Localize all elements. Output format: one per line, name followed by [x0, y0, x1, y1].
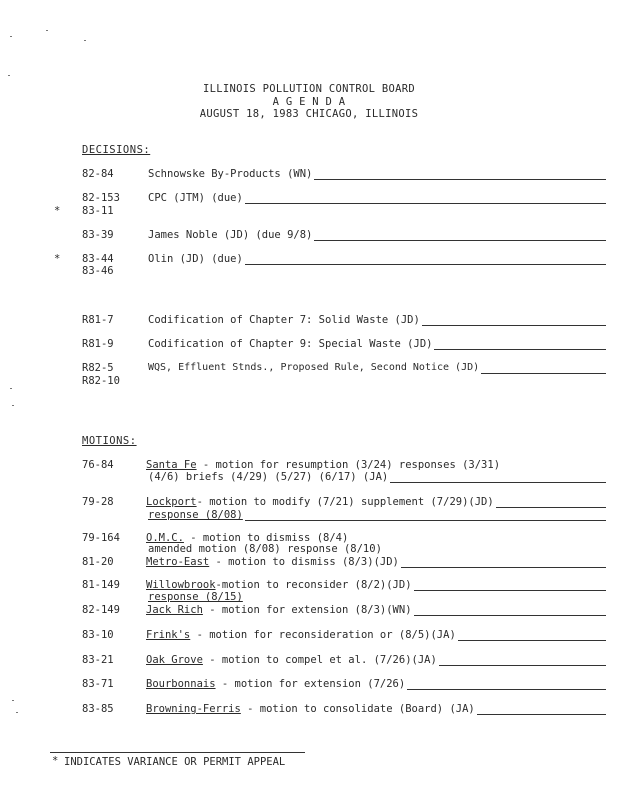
docket-number: 76-84	[82, 459, 114, 471]
docket-number: 81-20	[82, 556, 114, 568]
motion-text-continued: amended motion (8/08) response (8/10)	[148, 543, 382, 555]
motion-text: - motion for extension (7/26)	[215, 678, 406, 690]
signature-line	[314, 169, 606, 180]
asterisk-marker: *	[54, 205, 61, 217]
signature-line	[314, 230, 606, 241]
motion-text-continued: (4/6) briefs (4/29) (5/27) (6/17) (JA)	[148, 471, 389, 483]
motion-line	[146, 556, 606, 568]
signature-line	[458, 630, 606, 641]
decision-entry	[148, 229, 606, 241]
decision-text: Codification of Chapter 7: Solid Waste (JD)	[148, 314, 420, 326]
scan-speck	[84, 40, 86, 41]
decisions-heading: DECISIONS:	[82, 144, 151, 156]
scan-speck	[16, 712, 18, 713]
docket-number: 82-153	[82, 192, 120, 204]
scan-speck	[10, 388, 12, 389]
signature-line	[496, 497, 606, 508]
party-name: O.M.C.	[146, 532, 184, 544]
decision-entry	[148, 314, 606, 326]
docket-number-secondary: 83-11	[82, 205, 114, 217]
board-title: ILLINOIS POLLUTION CONTROL BOARD	[203, 83, 415, 95]
docket-number: R81-9	[82, 338, 114, 350]
motion-line	[146, 604, 606, 616]
docket-number: R82-5	[82, 362, 114, 374]
signature-line	[414, 605, 606, 616]
motion-line	[146, 579, 606, 591]
docket-number-secondary: 83-46	[82, 265, 114, 277]
decision-entry	[148, 338, 606, 350]
motion-text: - motion for extension (8/3)(WN)	[202, 604, 412, 616]
signature-line	[245, 254, 606, 265]
decision-text: CPC (JTM) (due)	[148, 192, 243, 204]
signature-line	[477, 704, 606, 715]
docket-number: 79-164	[82, 532, 120, 544]
decision-entry	[148, 362, 606, 374]
motion-text: - motion to compel et al. (7/26)(JA)	[202, 654, 437, 666]
scan-speck	[12, 700, 14, 701]
meeting-date-location: AUGUST 18, 1983 CHICAGO, ILLINOIS	[199, 108, 419, 120]
motion-text: - motion to modify (7/21) supplement (7/29)(JD)	[196, 496, 494, 508]
docket-number: R81-7	[82, 314, 114, 326]
signature-line	[414, 580, 606, 591]
party-name: Metro-East	[146, 556, 210, 568]
decision-entry	[148, 253, 606, 265]
signature-line	[407, 679, 606, 690]
motion-line	[146, 703, 606, 715]
party-name: Bourbonnais	[146, 678, 216, 690]
signature-line	[439, 655, 606, 666]
motion-continuation	[148, 471, 606, 483]
docket-number: 83-44	[82, 253, 114, 265]
docket-number: 83-10	[82, 629, 114, 641]
docket-number: 82-149	[82, 604, 120, 616]
motion-text-continued: response (8/15)	[148, 591, 243, 603]
motion-continuation	[148, 543, 382, 555]
motion-text: - motion to dismiss (8/3)(JD)	[209, 556, 399, 568]
motion-line	[146, 496, 606, 508]
motion-text: - motion for reconsideration or (8/5)(JA)	[190, 629, 456, 641]
party-name: Willowbrook	[146, 579, 216, 591]
scan-speck	[46, 30, 48, 31]
docket-number-secondary: R82-10	[82, 375, 120, 387]
signature-line	[481, 363, 606, 374]
agenda-title: A G E N D A	[272, 96, 346, 108]
scan-speck	[8, 75, 10, 76]
motion-continuation	[148, 591, 243, 603]
motions-heading: MOTIONS:	[82, 435, 137, 447]
party-name: Browning-Ferris	[146, 703, 241, 715]
motion-line	[146, 459, 500, 471]
docket-number: 79-28	[82, 496, 114, 508]
docket-number: 83-85	[82, 703, 114, 715]
party-name: Frink's	[146, 629, 191, 641]
signature-line	[245, 510, 606, 521]
motion-line	[146, 654, 606, 666]
party-name: Jack Rich	[146, 604, 203, 616]
footer-note: INDICATES VARIANCE OR PERMIT APPEAL	[64, 756, 286, 768]
decision-entry	[148, 168, 606, 180]
signature-line	[401, 557, 606, 568]
docket-number: 82-84	[82, 168, 114, 180]
motion-text: - motion to consolidate (Board) (JA)	[240, 703, 475, 715]
motion-line	[146, 678, 606, 690]
scan-speck	[10, 36, 12, 37]
scan-speck	[12, 405, 14, 406]
decision-text: Codification of Chapter 9: Special Waste (JD)	[148, 338, 433, 350]
decision-entry	[148, 192, 606, 204]
motion-line	[146, 629, 606, 641]
party-name: Lockport	[146, 496, 197, 508]
signature-line	[390, 472, 606, 483]
docket-number: 83-21	[82, 654, 114, 666]
signature-line	[434, 339, 606, 350]
footer-rule	[50, 752, 305, 753]
asterisk-marker: *	[54, 253, 61, 265]
motion-text-continued: response (8/08)	[148, 509, 243, 521]
motion-text: -motion to reconsider (8/2)(JD)	[215, 579, 412, 591]
motion-text: - motion for resumption (3/24) responses (3/31)	[196, 459, 501, 471]
decision-text: WQS, Effluent Stnds., Proposed Rule, Second Notice (JD)	[148, 362, 480, 373]
signature-line	[245, 193, 606, 204]
docket-number: 83-39	[82, 229, 114, 241]
docket-number: 81-149	[82, 579, 120, 591]
party-name: Oak Grove	[146, 654, 203, 666]
decision-text: Schnowske By-Products (WN)	[148, 168, 313, 180]
footer-asterisk: *	[52, 755, 59, 767]
decision-text: James Noble (JD) (due 9/8)	[148, 229, 313, 241]
motion-continuation	[148, 509, 606, 521]
motion-text: - motion to dismiss (8/4)	[183, 532, 349, 544]
decision-text: Olin (JD) (due)	[148, 253, 243, 265]
party-name: Santa Fe	[146, 459, 197, 471]
docket-number: 83-71	[82, 678, 114, 690]
signature-line	[422, 315, 606, 326]
